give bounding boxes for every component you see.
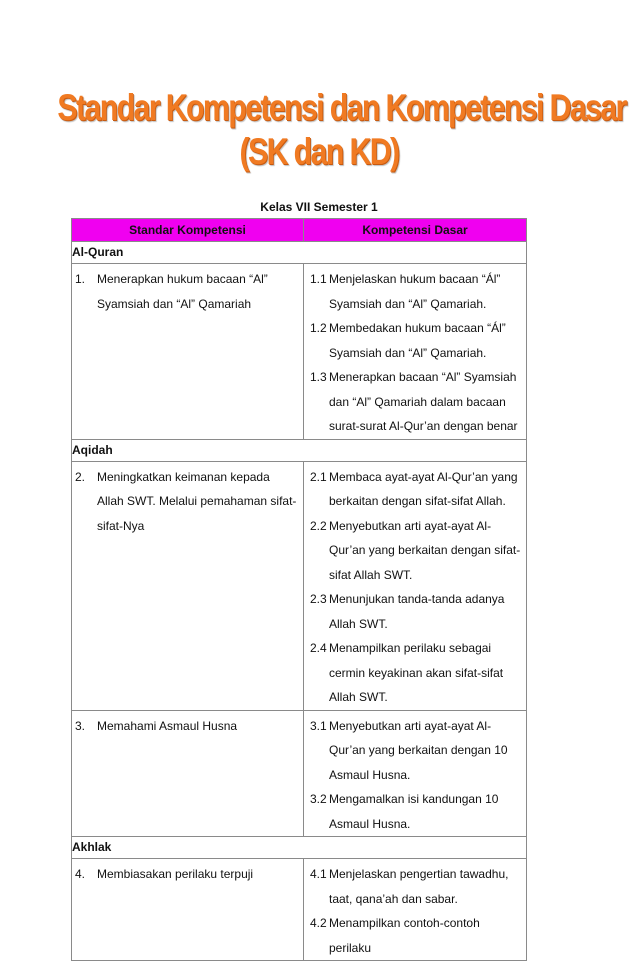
- section-aqidah: Aqidah: [72, 439, 527, 461]
- sk-text: Menerapkan hukum bacaan “Al” Syamsiah dan “Al” Qamariah: [97, 272, 268, 311]
- sk-number: 4.: [75, 867, 86, 881]
- kd-text: Menampilkan perilaku sebagai cermin keyakinan akan sifat-sifat Allah SWT.: [329, 641, 504, 704]
- kd-item: [310, 316, 522, 365]
- competency-table: [71, 218, 527, 961]
- page-title: Standar Kompetensi dan Kompetensi Dasar: [57, 87, 626, 128]
- section-row: [72, 439, 527, 461]
- kd-text: Membedakan hukum bacaan “Ál” Syamsiah dan “Al” Qamariah.: [329, 321, 506, 360]
- kd-number: 2.3: [310, 592, 327, 606]
- kd-text: Menjelaskan pengertian tawadhu, taat, qana’ah dan sabar.: [329, 867, 509, 906]
- kd-number: 1.2: [310, 321, 327, 335]
- kd-text: Menjelaskan hukum bacaan “Ál” Syamsiah dan “Al” Qamariah.: [329, 272, 501, 311]
- header-kompetensi-dasar: Kompetensi Dasar: [304, 219, 527, 242]
- kd-number: 1.3: [310, 370, 327, 384]
- header-standar-kompetensi: Standar Kompetensi: [72, 219, 304, 242]
- sk-cell: [72, 461, 304, 710]
- sk-cell: [72, 859, 304, 961]
- kd-item: [310, 267, 522, 316]
- kd-number: 3.1: [310, 718, 327, 733]
- table-row: [72, 859, 527, 961]
- kd-number: 3.2: [310, 792, 327, 806]
- kd-number: 4.1: [310, 867, 327, 881]
- kd-text: Menerapkan bacaan “Al” Syamsiah dan “Al” Qamariah dalam bacaan surat-surat Al-Qur’an dengan benar: [329, 370, 518, 433]
- sk-number: 3.: [75, 718, 86, 733]
- kd-item: [310, 862, 522, 911]
- kd-text: Membaca ayat-ayat Al-Qur’an yang berkaitan dengan sifat-sifat Allah.: [329, 469, 518, 508]
- sk-number: 2.: [75, 469, 86, 484]
- sk-cell: [72, 264, 304, 440]
- kd-item: [310, 365, 522, 439]
- sk-text: Membiasakan perilaku terpuji: [97, 867, 254, 881]
- kd-number: 4.2: [310, 916, 327, 930]
- table-row: [72, 710, 527, 837]
- sk-item: [75, 465, 299, 539]
- kd-number: 2.4: [310, 641, 327, 655]
- class-semester-label: Kelas VII Semester 1: [260, 200, 378, 214]
- kd-item: [310, 465, 522, 514]
- section-al-quran: Al-Quran: [72, 242, 527, 264]
- table-row: [72, 461, 527, 710]
- sk-item: [75, 267, 299, 316]
- table-row: [72, 264, 527, 440]
- section-row: [72, 242, 527, 264]
- kd-item: [310, 787, 522, 836]
- kd-number: 2.1: [310, 469, 327, 484]
- sk-cell: [72, 710, 304, 837]
- sk-item: [75, 862, 299, 887]
- kd-cell: [304, 264, 527, 440]
- kd-text: Menunjukan tanda-tanda adanya Allah SWT.: [329, 592, 505, 631]
- kd-item: [310, 636, 522, 710]
- section-akhlak: Akhlak: [72, 837, 527, 859]
- kd-item: [310, 911, 522, 960]
- kd-text: Mengamalkan isi kandungan 10 Asmaul Husna.: [329, 792, 499, 831]
- kd-text: Menyebutkan arti ayat-ayat Al-Qur’an yang berkaitan dengan 10 Asmaul Husna.: [329, 718, 508, 782]
- kd-item: [310, 587, 522, 636]
- kd-text: Menyebutkan arti ayat-ayat Al-Qur’an yang berkaitan dengan sifat-sifat Allah SWT.: [329, 518, 521, 582]
- section-row: [72, 837, 527, 859]
- kd-item: [310, 514, 522, 588]
- kd-cell: [304, 461, 527, 710]
- page-subtitle-abbrev: (SK dan KD): [239, 131, 399, 172]
- sk-text: Meningkatkan keimanan kepada Allah SWT. Melalui pemahaman sifat-sifat-Nya: [97, 469, 297, 533]
- sk-item: [75, 714, 299, 739]
- kd-cell: [304, 859, 527, 961]
- kd-text: Menampilkan contoh-contoh perilaku: [329, 916, 480, 955]
- kd-number: 1.1: [310, 272, 327, 286]
- table-header-row: [72, 219, 527, 242]
- kd-cell: [304, 710, 527, 837]
- kd-item: [310, 714, 522, 788]
- sk-text: Memahami Asmaul Husna: [97, 718, 238, 733]
- sk-number: 1.: [75, 272, 86, 286]
- kd-number: 2.2: [310, 518, 327, 533]
